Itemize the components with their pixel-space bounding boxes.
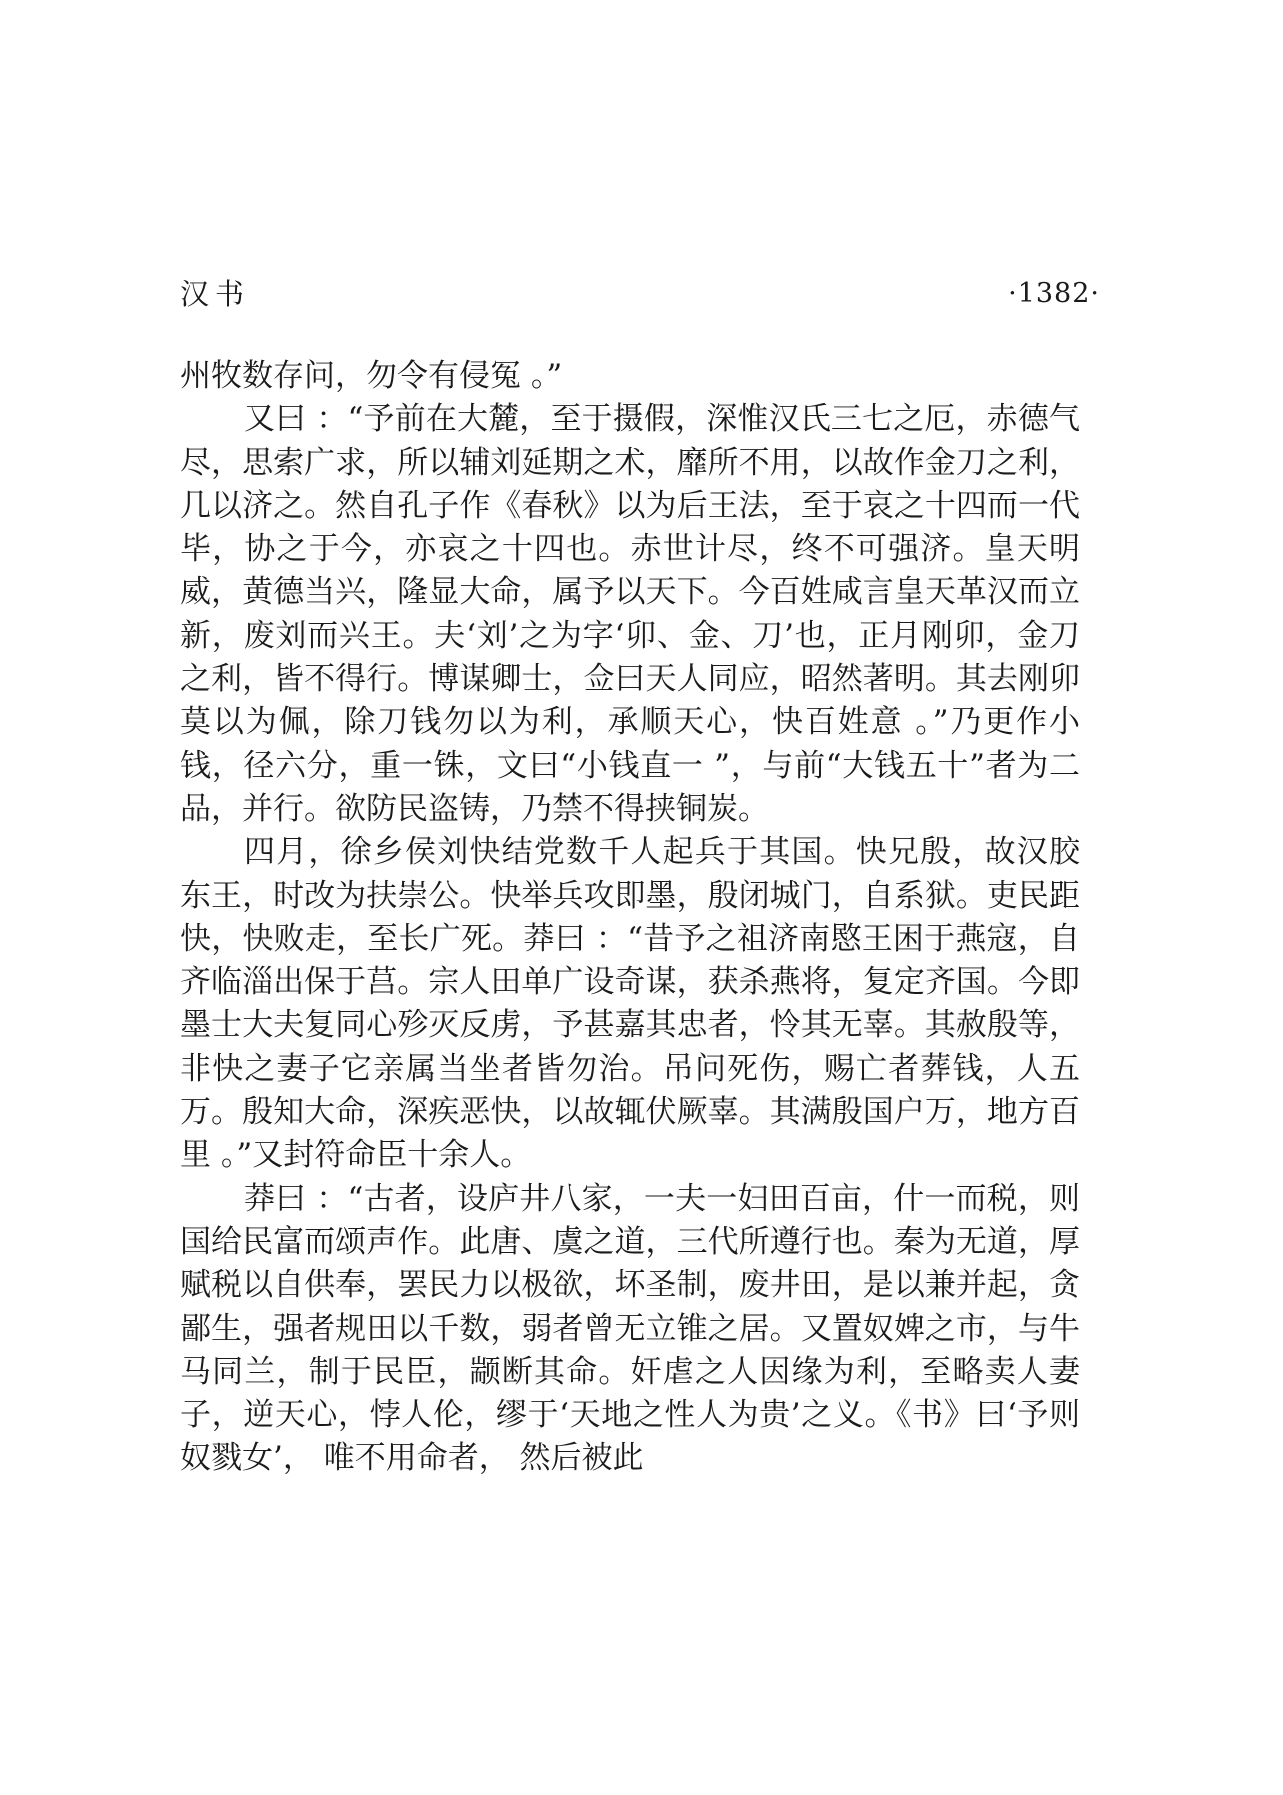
- running-head: [180, 272, 1100, 316]
- body-text: [180, 355, 1080, 1481]
- paragraph: 四月，徐乡侯刘快结党数千人起兵于其国。快兄殷，故汉胶东王，时改为扶崇公。快举兵攻即墨，殷闭城门，自系狱。吏民距快，快败走，至长广死。莽曰 ：“昔予之祖济南愍王困于燕寇，自齐临淄出保于莒。宗人田单广设奇谋，获杀燕将，复定齐国。今即墨士大夫复同心殄灭反虏，予甚嘉其忠者，怜其无辜。其赦殷等，非快之妻子它亲属当坐者皆勿治。吊问死伤，赐亡者葬钱，人五万。殷知大命，深疾恶快，以故辄伏厥辜。其满殷国户万，地方百里 。”又封符命臣十余人。: [180, 834, 1080, 1174]
- paragraph: 又曰 ：“予前在大麓，至于摄假，深惟汉氏三七之厄，赤德气尽，思索广求，所以辅刘延期之术，靡所不用，以故作金刀之利，几以济之。然自孔子作《春秋》以为后王法，至于哀之十四而一代毕，协之于今，亦哀之十四也。赤世计尽，终不可强济。皇天明威，黄德当兴，隆显大命，属予以天下。今百姓咸言皇天革汉而立新，废刘而兴王。夫‘刘’之为字‘卯、金、刀’也，正月刚卯，金刀之利，皆不得行。博谋卿士，佥曰天人同应，昭然著明。其去刚卯莫以为佩，除刀钱勿以为利，承顺天心，快百姓意 。”乃更作小钱，径六分，重一铢，文曰“小钱直一 ”，与前“大钱五十”者为二品，并行。欲防民盗铸，乃禁不得挟铜炭。: [180, 401, 1080, 827]
- paragraph: 州牧数存问，勿令有侵冤 。”: [180, 358, 563, 394]
- book-title: 汉书: [180, 277, 251, 311]
- page-number: ·1382·: [1008, 278, 1100, 309]
- paragraph: 莽曰 ：“古者，设庐井八家，一夫一妇田百亩，什一而税，则国给民富而颂声作。此唐、虞之道，三代所遵行也。秦为无道，厚赋税以自供奉，罢民力以极欲，坏圣制，废井田，是以兼并起，贪鄙生，强者规田以千数，弱者曾无立锥之居。又置奴婢之市，与牛马同兰，制于民臣，颛断其命。奸虐之人因缘为利，至略卖人妻子，逆天心，悖人伦，缪于‘天地之性人为贵’之义。《书》曰‘予则奴戮女’， 唯不用命者， 然后被此: [180, 1180, 1080, 1477]
